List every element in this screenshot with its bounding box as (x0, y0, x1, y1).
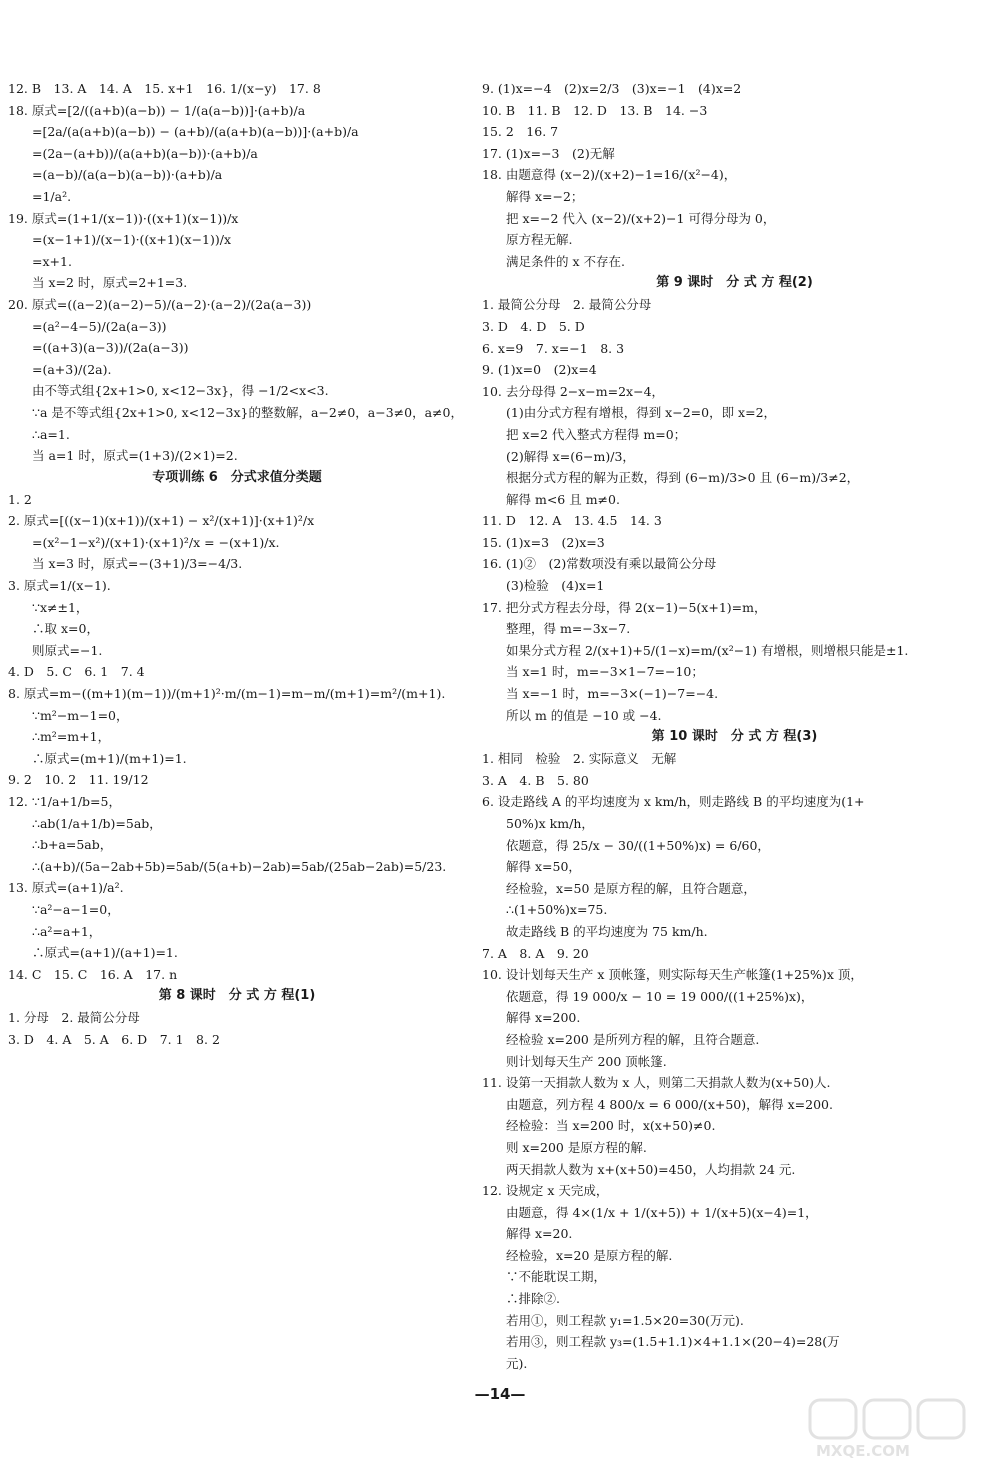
answer-line: ∵a 是不等式组{2x+1>0, x<12−3x}的整数解，a−2≠0，a−3≠0，a≠0， (32, 404, 463, 420)
answer-line: ∵x≠±1， (32, 599, 89, 615)
answer-line: =[2a/(a(a+b)(a−b)) − (a+b)/(a(a+b)(a−b))]·(a+b)/a (32, 124, 359, 140)
answer-line: 8. 原式=m−((m+1)(m−1))/(m+1)²·m/(m−1)=m−m/(m+1)=m²/(m+1). (8, 686, 446, 702)
answer-line: 经检验 x=200 是所列方程的解，且符合题意. (506, 1031, 760, 1047)
answer-line: 元). (506, 1355, 528, 1371)
answer-line: 1. 2 (8, 491, 32, 507)
answer-line: ∵不能耽误工期， (506, 1269, 607, 1285)
answer-line: 7. A 8. A 9. 20 (482, 945, 589, 961)
left-column (8, 78, 466, 1051)
answer-line: ∴a=1. (32, 426, 70, 442)
answer-line: ∴原式=(a+1)/(a+1)=1. (32, 945, 178, 961)
answer-line: 1. 最简公分母 2. 最简公分母 (482, 297, 652, 313)
answer-line: 故走路线 B 的平均速度为 75 km/h. (506, 923, 708, 939)
answer-line: 15. 2 16. 7 (482, 124, 559, 140)
answer-line: ∴原式=(m+1)/(m+1)=1. (32, 750, 187, 766)
answer-line: 9. 2 10. 2 11. 19/12 (8, 772, 149, 788)
answer-line: =(a−b)/(a(a−b)(a−b))·(a+b)/a (32, 167, 223, 183)
answer-line: 2. 原式=[((x−1)(x+1))/(x+1) − x²/(x+1)]·(x+1)²/x (8, 513, 315, 529)
answer-line: ∵m²−m−1=0， (32, 707, 129, 723)
answer-line: 则原式=−1. (32, 642, 103, 658)
answer-line: 根据分式方程的解为正数，得到 (6−m)/3>0 且 (6−m)/3≠2， (506, 470, 860, 486)
answer-line: =x+1. (32, 253, 72, 269)
answer-line: =(a²−4−5)/(2a(a−3)) (32, 318, 167, 334)
answer-line: 如果分式方程 2/(x+1)+5/(1−x)=m/(x²−1) 有增根，则增根只能是±1. (506, 642, 909, 658)
answer-line: 解得 x=−2； (506, 188, 584, 204)
answer-line: 若用①，则工程款 y₁=1.5×20=30(万元). (506, 1312, 744, 1328)
answer-line: 15. (1)x=3 (2)x=3 (482, 534, 605, 550)
answer-line: 当 x=1 时，m=−3×1−7=−10； (506, 664, 704, 680)
answer-line: 则计划每天生产 200 顶帐篷. (506, 1053, 667, 1069)
answer-line: ∴取 x=0， (32, 621, 99, 637)
answer-line: 当 x=3 时，原式=−(3+1)/3=−4/3. (32, 556, 243, 572)
answer-line: 6. x=9 7. x=−1 8. 3 (482, 340, 625, 356)
answer-line: 由不等式组{2x+1>0, x<12−3x}，得 −1/2<x<3. (32, 383, 329, 399)
answer-line: 20. 原式=((a−2)(a−2)−5)/(a−2)·(a−2)/(2a(a−3)) (8, 296, 312, 312)
answer-line: ∴b+a=5ab， (32, 837, 113, 853)
answer-line: =1/a². (32, 188, 72, 204)
answer-line: 14. C 15. C 16. A 17. n (8, 966, 178, 982)
answer-line: 由题意，得 4×(1/x + 1/(x+5)) + 1/(x+5)(x−4)=1， (506, 1204, 818, 1220)
answer-line: 则 x=200 是原方程的解. (506, 1139, 647, 1155)
answer-line: 10. B 11. B 12. D 13. B 14. −3 (482, 102, 708, 118)
answer-line: 解得 x=200. (506, 1010, 581, 1026)
answer-line: 18. 原式=[2/((a+b)(a−b)) − 1/(a(a−b))]·(a+b)/a (8, 102, 306, 118)
answer-line: 9. (1)x=−4 (2)x=2/3 (3)x=−1 (4)x=2 (482, 81, 742, 96)
right-column (482, 78, 987, 1374)
answer-line: 3. D 4. D 5. D (482, 318, 585, 334)
answer-line: 解得 x=20. (506, 1226, 573, 1242)
answer-line: ∴(1+50%)x=75. (506, 902, 608, 918)
answer-line: 17. (1)x=−3 (2)无解 (482, 145, 615, 161)
answer-line: 把 x=2 代入整式方程得 m=0； (506, 426, 687, 442)
answer-line: =((a+3)(a−3))/(2a(a−3)) (32, 340, 189, 356)
answer-line: 3. D 4. A 5. A 6. D 7. 1 8. 2 (8, 1031, 220, 1047)
answer-line: 4. D 5. C 6. 1 7. 4 (8, 664, 145, 680)
answer-line: 16. (1)② (2)常数项没有乘以最简公分母 (482, 556, 717, 572)
page-number: —14— (474, 1385, 526, 1403)
answer-line: 3. 原式=1/(x−1). (8, 578, 111, 594)
answer-line: =(2a−(a+b))/(a(a+b)(a−b))·(a+b)/a (32, 145, 258, 161)
answer-line: 当 x=−1 时，m=−3×(−1)−7=−4. (506, 686, 719, 702)
watermark-logo (806, 1398, 986, 1460)
answer-line: ∴m²=m+1， (32, 729, 111, 745)
answer-line: 经检验，x=20 是原方程的解. (506, 1247, 673, 1263)
answer-line: ∴a²=a+1， (32, 923, 102, 939)
answer-line: 17. 把分式方程去分母，得 2(x−1)−5(x+1)=m， (482, 599, 767, 615)
section-heading-lesson-10: 第 10 课时 分 式 方 程(3) (651, 729, 818, 745)
answer-line: 1. 相同 检验 2. 实际意义 无解 (482, 751, 677, 767)
section-heading-lesson-8: 第 8 课时 分 式 方 程(1) (158, 988, 316, 1004)
answer-line: 12. B 13. A 14. A 15. x+1 16. 1/(x−y) 17. 8 (8, 81, 321, 96)
answer-line: 经检验，x=50 是原方程的解，且符合题意， (506, 880, 756, 896)
answer-line: ∵a²−a−1=0， (32, 901, 120, 917)
answer-line: 两天捐款人数为 x+(x+50)=450，人均捐款 24 元. (506, 1161, 796, 1177)
answer-line: 经检验：当 x=200 时，x(x+50)≠0. (506, 1118, 716, 1134)
answer-line: 11. 设第一天捐款人数为 x 人，则第二天捐款人数为(x+50)人. (482, 1075, 831, 1091)
answer-line: 11. D 12. A 13. 4.5 14. 3 (482, 513, 662, 529)
answer-line: 1. 分母 2. 最简公分母 (8, 1010, 140, 1026)
answer-line: (1)由分式方程有增根，得到 x−2=0，即 x=2， (506, 405, 777, 421)
answer-line: 依题意，得 19 000/x − 10 = 19 000/((1+25%)x)， (506, 988, 814, 1004)
answer-line: 原方程无解. (506, 232, 573, 248)
answer-line: 50%)x km/h， (506, 816, 594, 831)
answer-line: ∴排除②. (506, 1291, 560, 1307)
answer-line: =(x−1+1)/(x−1)·((x+1)(x−1))/x (32, 232, 232, 248)
answer-line: 若用③，则工程款 y₃=(1.5+1.1)×4+1.1×(20−4)=28(万 (506, 1334, 840, 1350)
answer-line: 把 x=−2 代入 (x−2)/(x+2)−1 可得分母为 0， (506, 210, 776, 226)
answer-line: 10. 去分母得 2−x−m=2x−4， (482, 383, 665, 399)
answer-line: 解得 x=50， (506, 859, 581, 875)
answer-line: 13. 原式=(a+1)/a². (8, 880, 124, 896)
answer-line: 所以 m 的值是 −10 或 −4. (506, 707, 662, 723)
answer-line: 解得 m<6 且 m≠0. (506, 491, 620, 507)
answer-line: ∴(a+b)/(5a−2ab+5b)=5ab/(5(a+b)−2ab)=5ab/(25ab−2ab)=5/23. (32, 858, 447, 874)
answer-line: (2)解得 x=(6−m)/3， (506, 448, 635, 464)
answer-line: 18. 由题意得 (x−2)/(x+2)−1=16/(x²−4)， (482, 167, 737, 183)
answer-line: ∴ab(1/a+1/b)=5ab， (32, 815, 162, 831)
answer-line: 依题意，得 25/x − 30/((1+50%)x) = 6/60， (506, 837, 770, 853)
answer-line: 当 x=2 时，原式=2+1=3. (32, 275, 188, 291)
answer-line: 12. 设规定 x 天完成， (482, 1183, 609, 1199)
answer-line: 当 a=1 时，原式=(1+3)/(2×1)=2. (32, 448, 238, 464)
answer-line: =(a+3)/(2a). (32, 361, 112, 377)
answer-line: 9. (1)x=0 (2)x=4 (482, 362, 597, 378)
answer-line: 10. 设计划每天生产 x 顶帐篷，则实际每天生产帐篷(1+25%)x 顶， (482, 967, 863, 983)
watermark-text: MXQE.COM (816, 1442, 910, 1460)
section-heading-special-training-6: 专项训练 6 分式求值分类题 (152, 469, 322, 485)
answer-line: 满足条件的 x 不存在. (506, 253, 625, 269)
answer-line: 由题意，列方程 4 800/x = 6 000/(x+50)，解得 x=200. (506, 1096, 833, 1112)
answer-line: 6. 设走路线 A 的平均速度为 x km/h，则走路线 B 的平均速度为(1+ (482, 794, 865, 810)
section-heading-lesson-9: 第 9 课时 分 式 方 程(2) (656, 275, 813, 291)
answer-line: 3. A 4. B 5. 80 (482, 772, 589, 788)
answer-line: 19. 原式=(1+1/(x−1))·((x+1)(x−1))/x (8, 210, 239, 226)
answer-line: (3)检验 (4)x=1 (506, 578, 605, 594)
answer-line: 12. ∵1/a+1/b=5， (8, 794, 121, 809)
answer-line: 整理，得 m=−3x−7. (506, 621, 631, 637)
answer-line: =(x²−1−x²)/(x+1)·(x+1)²/x = −(x+1)/x. (32, 534, 280, 550)
